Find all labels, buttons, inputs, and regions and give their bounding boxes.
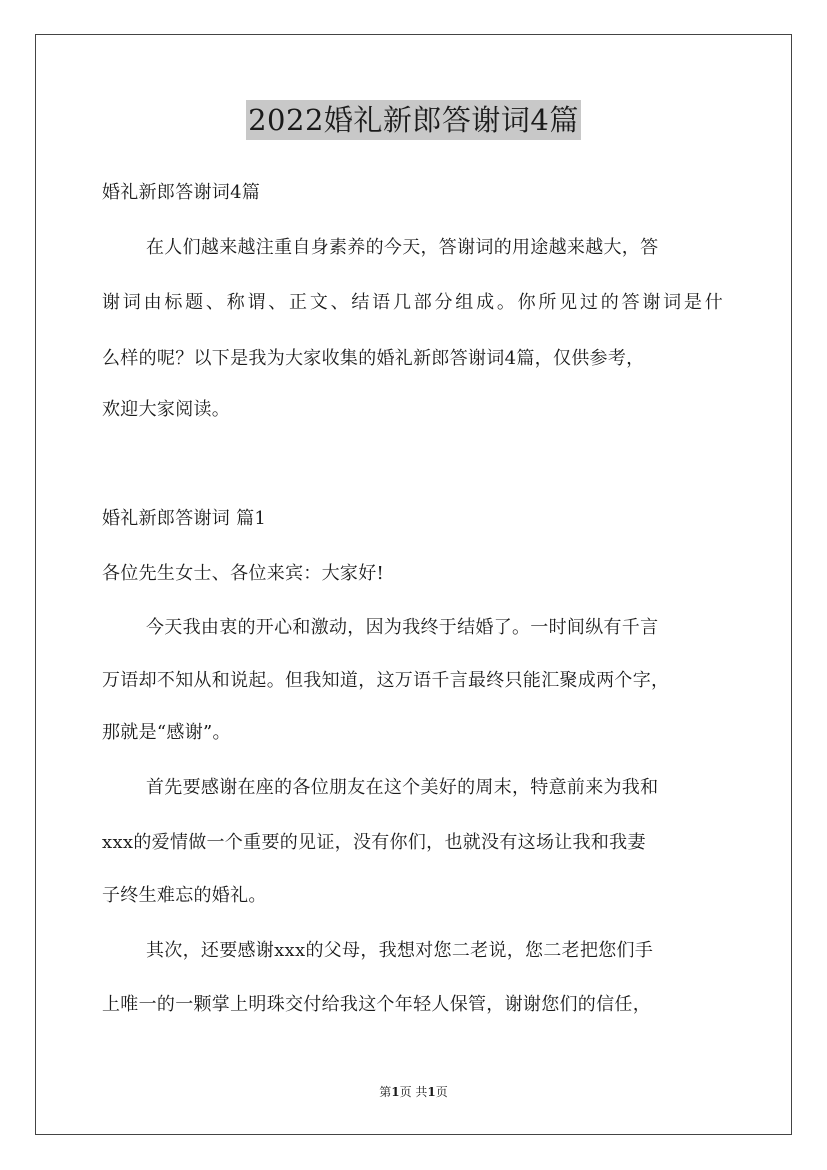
document-title: 2022婚礼新郎答谢词4篇 (246, 100, 581, 140)
paragraph-line: 那就是“感谢”。 (102, 722, 231, 743)
subtitle-line: 婚礼新郎答谢词4篇 (102, 182, 261, 203)
paragraph-line: 其次，还要感谢xxx的父母，我想对您二老说，您二老把您们手 (146, 940, 654, 961)
paragraph-line: 首先要感谢在座的各位朋友在这个美好的周末，特意前来为我和 (146, 777, 659, 798)
footer-page-prefix: 第 (379, 1085, 392, 1099)
title-container (0, 100, 827, 140)
paragraph-line: 欢迎大家阅读。 (102, 399, 231, 420)
section-heading: 婚礼新郎答谢词 篇1 (102, 508, 267, 529)
paragraph-line: 在人们越来越注重自身素养的今天，答谢词的用途越来越大，答 (146, 237, 659, 258)
page-footer (0, 1084, 827, 1100)
paragraph-line: 子终生难忘的婚礼。 (102, 885, 267, 906)
paragraph-line: xxx的爱情做一个重要的见证，没有你们，也就没有这场让我和我妻 (102, 832, 646, 853)
paragraph-line: 谢词由标题、称谓、正文、结语几部分组成。你所见过的答谢词是什 (102, 292, 723, 313)
paragraph-line: 今天我由衷的开心和激动，因为我终于结婚了。一时间纵有千言 (146, 617, 659, 638)
footer-page-suffix: 页 (435, 1085, 448, 1099)
paragraph-line: 万语却不知从和说起。但我知道，这万语千言最终只能汇聚成两个字， (102, 670, 670, 691)
footer-page-mid: 页 共 (399, 1085, 428, 1099)
salutation-line: 各位先生女士、各位来宾：大家好! (102, 563, 385, 584)
footer-page-number: 1 (391, 1085, 400, 1099)
paragraph-line: 么样的呢？以下是我为大家收集的婚礼新郎答谢词4篇，仅供参考， (102, 348, 645, 369)
paragraph-line: 上唯一的一颗掌上明珠交付给我这个年轻人保管，谢谢您们的信任， (102, 994, 651, 1015)
footer-page-total: 1 (427, 1085, 436, 1099)
